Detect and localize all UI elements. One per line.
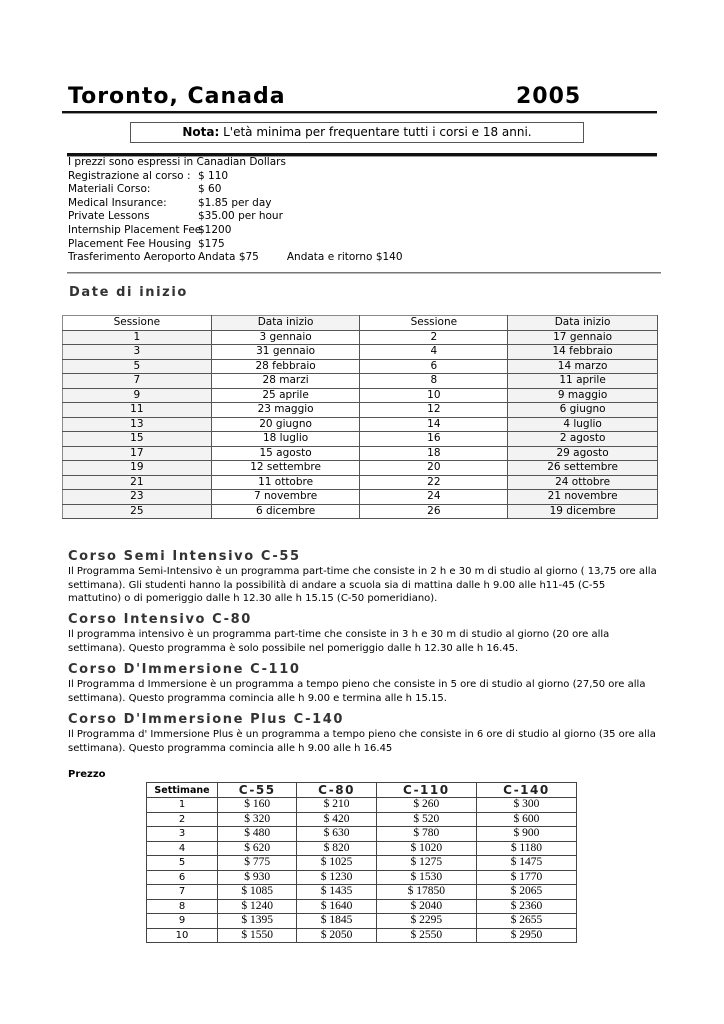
fee-row (68, 197, 403, 211)
fee-value: $35.00 per hour (198, 210, 283, 223)
course-description: Il Programma Semi-Intensivo è un programma part-time che consiste in 2 h e 30 m di studio al giorno ( 13,75 ore alla settimana). Gli studenti hanno la possibilità di andare a scuola sia di mattina dalle h 9.00 alle h11-45 (C-55 mattutino) o di pomeriggio dalle h 12.30 alle h 15.15 (C-50 pomeridiano). (68, 566, 657, 604)
price-cell: $ 17850 (376, 885, 476, 900)
price-cell: $ 260 (376, 798, 476, 813)
table-row (147, 827, 577, 842)
prices-label: Prezzo (68, 769, 106, 780)
start-date-cell: 15 agosto (211, 446, 360, 461)
session-cell: 10 (360, 388, 508, 403)
session-cell: 24 (360, 490, 508, 505)
fee-label: Internship Placement Fee (68, 223, 202, 236)
course-code-header: C-110 (376, 783, 476, 798)
session-cell: 15 (63, 432, 212, 447)
price-cell: $ 1395 (218, 914, 297, 929)
table-row (63, 461, 658, 476)
table-row (63, 432, 658, 447)
session-cell: 23 (63, 490, 212, 505)
table-row (147, 798, 577, 813)
course-title: Corso D'Immersione Plus C-140 (68, 712, 345, 727)
column-header: Data inizio (508, 316, 658, 331)
fee-row (68, 251, 403, 265)
course-code-header: C-80 (297, 783, 376, 798)
table-row (63, 446, 658, 461)
price-cell: $ 160 (218, 798, 297, 813)
course-description: Il Programma d Immersione è un programma a tempo pieno che consiste in 5 ore di studio al giorno (27,50 ore alla settimana). Questo programma comincia alle h 9.00 e termina alle h 15.15. (68, 679, 646, 704)
fee-value: $175 (198, 237, 225, 250)
course-description: Il Programma d' Immersione Plus è un programma a tempo pieno che consiste in 6 ore di studio al giorno (35 ore alla settimana). Questo programma comincia alle h 9.00 alle h 16.45 (68, 729, 656, 754)
session-cell: 26 (360, 504, 508, 519)
course-block (68, 712, 658, 755)
price-cell: $ 480 (218, 827, 297, 842)
price-cell: $ 1240 (218, 899, 297, 914)
table-row (147, 856, 577, 871)
price-cell: $ 1550 (218, 928, 297, 943)
session-cell: 11 (63, 403, 212, 418)
fee-value: Andata $75 (198, 251, 259, 264)
start-date-cell: 20 giugno (211, 417, 360, 432)
session-cell: 20 (360, 461, 508, 476)
price-cell: $ 630 (297, 827, 376, 842)
start-date-cell: 23 maggio (211, 403, 360, 418)
price-cell: $ 620 (218, 841, 297, 856)
weeks-cell: 1 (147, 798, 218, 813)
column-header: Data inizio (211, 316, 360, 331)
weeks-cell: 4 (147, 841, 218, 856)
start-date-cell: 21 novembre (508, 490, 658, 505)
start-date-cell: 3 gennaio (211, 330, 360, 345)
note-text: L'età minima per frequentare tutti i corsi e 18 anni. (219, 125, 532, 139)
fee-label: Private Lessons (68, 210, 150, 223)
start-date-cell: 2 agosto (508, 432, 658, 447)
start-date-cell: 26 settembre (508, 461, 658, 476)
start-date-cell: 6 dicembre (211, 504, 360, 519)
session-cell: 16 (360, 432, 508, 447)
session-cell: 22 (360, 475, 508, 490)
weeks-cell: 3 (147, 827, 218, 842)
start-date-cell: 24 ottobre (508, 475, 658, 490)
table-row (147, 928, 577, 943)
table-row (63, 345, 658, 360)
table-row (63, 403, 658, 418)
price-cell: $ 930 (218, 870, 297, 885)
start-date-cell: 19 dicembre (508, 504, 658, 519)
price-cell: $ 1025 (297, 856, 376, 871)
fee-value: $1200 (198, 223, 232, 236)
start-date-cell: 25 aprile (211, 388, 360, 403)
fee-label: Materiali Corso: (68, 183, 151, 196)
start-date-cell: 17 gennaio (508, 330, 658, 345)
fee-row (68, 183, 403, 197)
price-cell: $ 1020 (376, 841, 476, 856)
price-cell: $ 2050 (297, 928, 376, 943)
course-block (68, 549, 658, 606)
price-cell: $ 2655 (476, 914, 576, 929)
table-row (63, 417, 658, 432)
price-cell: $ 2295 (376, 914, 476, 929)
weeks-cell: 9 (147, 914, 218, 929)
session-cell: 5 (63, 359, 212, 374)
course-block (68, 612, 658, 655)
start-dates-table (62, 315, 658, 519)
start-date-cell: 14 febbraio (508, 345, 658, 360)
session-cell: 3 (63, 345, 212, 360)
start-date-cell: 9 maggio (508, 388, 658, 403)
session-cell: 25 (63, 504, 212, 519)
start-date-cell: 7 novembre (211, 490, 360, 505)
table-row (63, 388, 658, 403)
price-cell: $ 2550 (376, 928, 476, 943)
column-header: Sessione (360, 316, 508, 331)
course-description: Il programma intensivo è un programma part-time che consiste in 3 h e 30 m di studio al giorno (20 ore alla settimana). Questo programma è solo possibile nel pomeriggio dalle h 12.30 alle h 16.45. (68, 629, 610, 654)
fees-divider (67, 272, 661, 274)
fee-row (68, 170, 403, 184)
price-cell: $ 2040 (376, 899, 476, 914)
start-date-cell: 11 aprile (508, 374, 658, 389)
price-cell: $ 1640 (297, 899, 376, 914)
column-header: Sessione (63, 316, 212, 331)
weeks-cell: 6 (147, 870, 218, 885)
price-cell: $ 1475 (476, 856, 576, 871)
weeks-cell: 10 (147, 928, 218, 943)
session-cell: 7 (63, 374, 212, 389)
fee-value: $1.85 per day (198, 196, 272, 209)
table-row (63, 475, 658, 490)
price-cell: $ 2360 (476, 899, 576, 914)
fee-value-roundtrip: Andata e ritorno $140 (286, 251, 403, 264)
price-cell: $ 2950 (476, 928, 576, 943)
fee-label: Trasferimento Aeroporto (68, 251, 196, 264)
price-cell: $ 1770 (476, 870, 576, 885)
session-cell: 2 (360, 330, 508, 345)
table-row (63, 374, 658, 389)
price-cell: $ 1180 (476, 841, 576, 856)
session-cell: 12 (360, 403, 508, 418)
table-row (63, 359, 658, 374)
fee-label: Registrazione al corso : (68, 169, 191, 182)
session-cell: 17 (63, 446, 212, 461)
fees-intro: I prezzi sono espressi in Canadian Dollars (68, 156, 286, 168)
table-row (147, 914, 577, 929)
session-cell: 14 (360, 417, 508, 432)
price-cell: $ 820 (297, 841, 376, 856)
fee-value: $ 110 (198, 169, 229, 182)
price-cell: $ 2065 (476, 885, 576, 900)
price-cell: $ 420 (297, 812, 376, 827)
session-cell: 9 (63, 388, 212, 403)
course-code-header: C-55 (218, 783, 297, 798)
price-cell: $ 1530 (376, 870, 476, 885)
session-cell: 4 (360, 345, 508, 360)
table-row (63, 330, 658, 345)
table-header-row (147, 783, 577, 798)
start-date-cell: 4 luglio (508, 417, 658, 432)
session-cell: 19 (63, 461, 212, 476)
weeks-header: Settimane (147, 783, 218, 798)
price-cell: $ 210 (297, 798, 376, 813)
session-cell: 8 (360, 374, 508, 389)
table-row (147, 899, 577, 914)
price-cell: $ 320 (218, 812, 297, 827)
price-cell: $ 520 (376, 812, 476, 827)
price-cell: $ 1230 (297, 870, 376, 885)
start-date-cell: 28 febbraio (211, 359, 360, 374)
fee-value: $ 60 (198, 183, 222, 196)
session-cell: 1 (63, 330, 212, 345)
table-row (63, 490, 658, 505)
weeks-cell: 8 (147, 899, 218, 914)
course-title: Corso D'Immersione C-110 (68, 662, 301, 677)
price-cell: $ 780 (376, 827, 476, 842)
table-row (147, 870, 577, 885)
table-row (147, 812, 577, 827)
dates-heading: Date di inizio (69, 285, 188, 300)
table-header-row (63, 316, 658, 331)
weeks-cell: 7 (147, 885, 218, 900)
table-row (147, 841, 577, 856)
start-date-cell: 6 giugno (508, 403, 658, 418)
price-cell: $ 1085 (218, 885, 297, 900)
course-block (68, 662, 658, 705)
price-cell: $ 1845 (297, 914, 376, 929)
weeks-cell: 5 (147, 856, 218, 871)
top-divider (62, 111, 657, 114)
price-cell: $ 900 (476, 827, 576, 842)
start-date-cell: 11 ottobre (211, 475, 360, 490)
fee-label: Medical Insurance: (68, 196, 167, 209)
course-title: Corso Intensivo C-80 (68, 612, 252, 627)
note-box (130, 122, 584, 143)
price-cell: $ 1275 (376, 856, 476, 871)
page-year: 2005 (516, 84, 582, 109)
fee-row (68, 210, 403, 224)
fee-row (68, 224, 403, 238)
price-cell: $ 1435 (297, 885, 376, 900)
page-title: Toronto, Canada (68, 84, 286, 109)
fees-list (68, 170, 403, 265)
fee-label: Placement Fee Housing (68, 237, 192, 250)
fees-section (68, 156, 403, 265)
start-date-cell: 12 settembre (211, 461, 360, 476)
prices-table (146, 782, 577, 943)
session-cell: 18 (360, 446, 508, 461)
start-date-cell: 28 marzi (211, 374, 360, 389)
start-date-cell: 18 luglio (211, 432, 360, 447)
session-cell: 21 (63, 475, 212, 490)
note-label: Nota: (182, 125, 220, 139)
session-cell: 13 (63, 417, 212, 432)
price-cell: $ 775 (218, 856, 297, 871)
weeks-cell: 2 (147, 812, 218, 827)
fee-row (68, 238, 403, 252)
table-row (147, 885, 577, 900)
price-cell: $ 600 (476, 812, 576, 827)
price-cell: $ 300 (476, 798, 576, 813)
start-date-cell: 29 agosto (508, 446, 658, 461)
session-cell: 6 (360, 359, 508, 374)
start-date-cell: 31 gennaio (211, 345, 360, 360)
start-date-cell: 14 marzo (508, 359, 658, 374)
course-code-header: C-140 (476, 783, 576, 798)
course-title: Corso Semi Intensivo C-55 (68, 549, 301, 564)
table-row (63, 504, 658, 519)
